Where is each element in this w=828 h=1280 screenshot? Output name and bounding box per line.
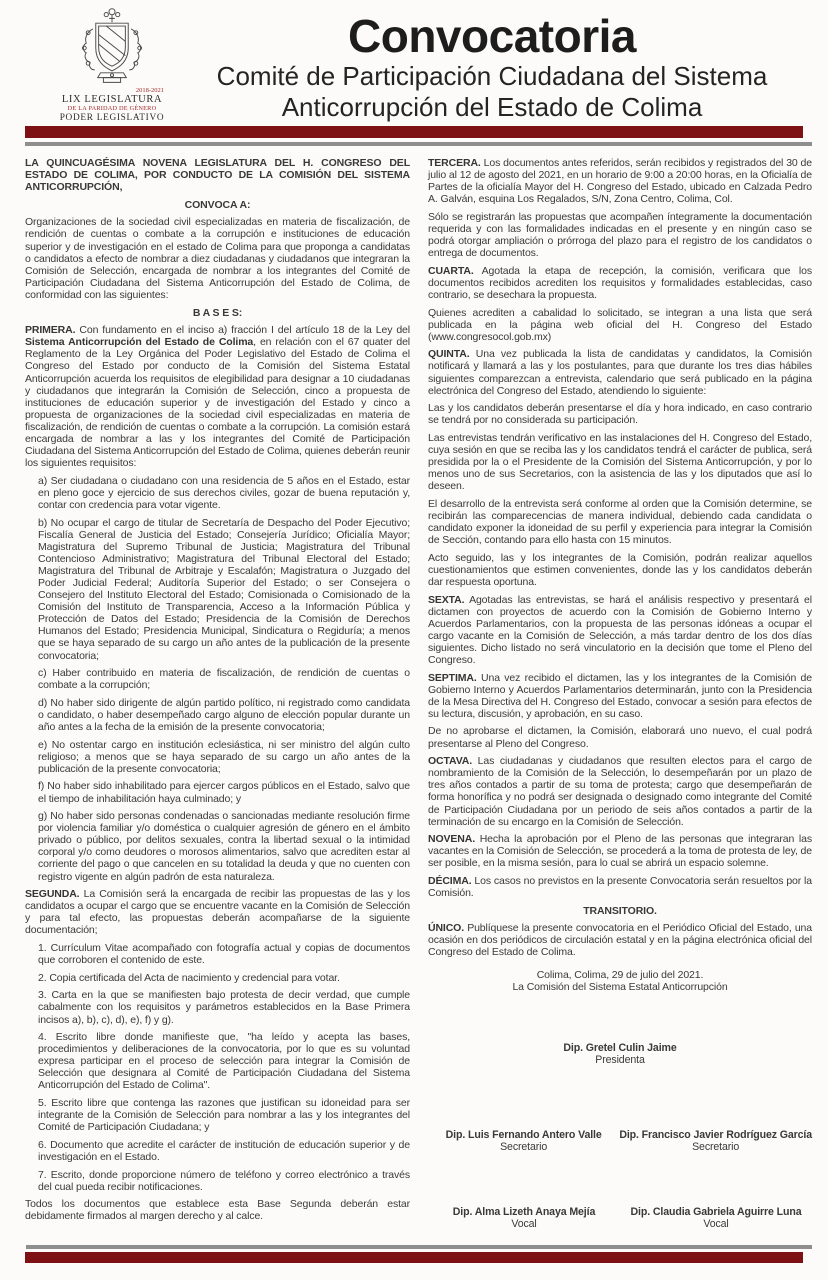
bases-heading: B A S E S: xyxy=(192,306,243,319)
base-decima: DÉCIMA. Los casos no previstos en la presente Convocatoria serán resueltos por la Comisión. xyxy=(428,874,812,900)
coat-of-arms-icon xyxy=(52,6,172,90)
signature-row-vocales xyxy=(428,1206,812,1231)
base-octava: OCTAVA. Las ciudadanas y ciudadanos que resulten electos para el cargo de nombramiento de la Comisión de la Selección, lo desempeñarán por un plazo de tres años contados a partir de su toma de protesta; cargo que desempeñarán de forma honorífica y no podrá ser designada o designado como integrante del Comité de Participación Ciudadana por un periodo de seis años contados a partir de la terminación de su encargo en la Comisión de Selección. xyxy=(428,755,812,828)
lista-paragraph: Quienes acrediten a cabalidad lo solicitado, se integran a una lista que será publicada en la página web oficial del H. Congreso del Estado (www.congresocol.gob.mx) xyxy=(428,306,812,343)
documento-5: 5. Escrito libre que contenga las razones que justifican su idoneidad para ser integrante de la Comisión de Selección para nombrar a las y los integrantes del Comité de Participación Ciudadana; y xyxy=(38,1097,410,1134)
signature-role: Secretario xyxy=(500,1141,548,1154)
title-block xyxy=(180,12,804,121)
base-cuarta: CUARTA. Agotada la etapa de recepción, la comisión, verificara que los documentos recibidos acrediten los requisitos y formalidades establecidas, caso contrario, se desechara la propuesta. xyxy=(428,264,812,301)
base-quinta: QUINTA. Una vez publicada la lista de candidatas y candidatos, la Comisión notificará y llamará a las y los postulantes, para que durante los tres dias hábiles siguientes comparezcan a entrevista, calendario que será publicado en la página electrónica del Congreso del Estado, atendiendo lo siguiente: xyxy=(428,348,812,397)
requisito-g: g) No haber sido personas condenadas o sancionadas mediante resolución firme por violencia familiar y/o doméstica o cualquier agresión de género en el ámbito privado o público, por delitos sexuales, contra la libertad sexual o la intimidad corporal y/o como deudores o morosos alimentarios, salvo que acrediten estar al corriente del pago o que cancelen en su totalidad la deuda y que no cuenten con registro vigente en algún padrón de esta naturaleza. xyxy=(38,810,410,883)
requisito-b: b) No ocupar el cargo de titular de Secretaría de Despacho del Poder Ejecutivo; Fiscalía General de Justicia del Estado; Consejería Jurídico; Oficialía Mayor; Magistratura del Supremo Tribunal de Justicia; Magistratura del Tribunal Contencioso Administrativo; Magistratura del Tribunal Electoral del Estado; Magistratura del Tribunal de Arbitraje y Escalafón; Magistratura o Juzgado del Poder Judicial Federal; Auditoría Superior del Estado; o ser Consejera o Consejero del Instituto Electoral del Estado; Comisionada o Comisionado de la Comisión del Instituto de Transparencia, Acceso a la Información Pública y Protección de Datos del Estado; Presidencia de la Comisión de Derechos Humanos del Estado; Presidencia Municipal, Sindicatura o Regiduría; a menos que se haya separado de su cargo un año antes de la publicación de la presente convocatoria; xyxy=(38,516,410,662)
base-novena: NOVENA. Hecha la aprobación por el Pleno de las personas que integraran las vacantes en la Comisión de Selección, se procederá a la toma de protesta de ley, de ser posible, en la misma sesión, para lo cual se abrirá un espacio solemne. xyxy=(428,833,812,870)
documento-6: 6. Documento que acredite el carácter de institución de educación superior y de investigación en el Estado. xyxy=(38,1138,410,1163)
acto-seguido-paragraph: Acto seguido, las y los integrantes de la Comisión, podrán realizar aquellos cuestionamientos que estimen convenientes, donde las y los candidatos deberán dar respuesta oportuna. xyxy=(428,551,812,588)
logo-poder-line: PODER LEGISLATIVO xyxy=(59,112,165,123)
base-segunda: SEGUNDA. La Comisión será la encargada de recibir las propuestas de las y los candidatos a ocupar el cargo que se encuentre vacante en la Comisión de Selección y para tal efecto, las propuestas deberán acompañarse de la siguiente documentación; xyxy=(25,888,410,937)
header-red-rule xyxy=(25,126,803,138)
convoca-heading: CONVOCA A: xyxy=(184,198,251,211)
documento-4: 4. Escrito libre donde manifieste que, "ha leído y acepta las bases, procedimientos y deliberaciones de la convocatoria, por lo que es su voluntad expresa participar en el proceso de selección para integrar la Comisión de Selección que designara al Comité de Participación Ciudadana del Sistema Anticorrupción del Estado de Colima". xyxy=(38,1031,410,1092)
signature-name: Dip. Gretel Culin Jaime xyxy=(563,1041,677,1054)
documento-7: 7. Escrito, donde proporcione número de teléfono y correo electrónico a través del cual pueda recibir notificaciones. xyxy=(38,1168,410,1193)
base-septima: SEPTIMA. Una vez recibido el dictamen, las y los integrantes de la Comisión de Gobierno Interno y Acuerdos Parlamentarios determinarán, junto con la Presidencia de la Mesa Directiva del H. Congreso del Estado, convocar a sesión para efectos de su lectura, discusión, y aprobación, en su caso. xyxy=(428,671,812,720)
presentarse-paragraph: Las y los candidatos deberán presentarse el día y hora indicado, en caso contrario se tendrá por no considerada su participación. xyxy=(428,402,812,427)
page-subtitle-line2: Anticorrupción del Estado de Colima xyxy=(281,91,703,122)
page-title: Convocatoria xyxy=(348,10,636,62)
registro-paragraph: Sólo se registrarán las propuestas que acompañen íntegramente la documentación requerida y con las formalidades indicadas en el presente y en ningún caso se podrá otorgar ampliación o prórroga del plazo para el registro de los candidatos o entrega de documentos. xyxy=(428,210,812,260)
legislature-statement: LA QUINCUAGÉSIMA NOVENA LEGISLATURA DEL H. CONGRESO DEL ESTADO DE COLIMA, POR CONDUCTO DE LA COMISIÓN DEL SISTEMA ANTICORRUPCIÓN, xyxy=(25,157,410,194)
signature-secretario-1 xyxy=(428,1129,619,1154)
left-column xyxy=(25,157,410,1231)
requisito-d: d) No haber sido dirigente de algún partido político, ni registrado como candidata o candidato, o haber desempeñado cargo alguno de elección popular durante un año antes a la fecha de la emisión de la presente convocatoria; xyxy=(38,696,410,734)
signature-name: Dip. Claudia Gabriela Aguirre Luna xyxy=(630,1205,802,1218)
base-segunda-closing: Todos los documentos que establece esta Base Segunda deberán estar debidamente firmados al margen derecho y al calce. xyxy=(25,1198,410,1223)
footer-gray-rule xyxy=(26,1245,812,1249)
documento-2: 2. Copia certificada del Acta de nacimiento y credencial para votar. xyxy=(38,971,340,984)
signature-vocal-1 xyxy=(428,1206,620,1231)
transitorio-unico: ÚNICO. Publíquese la presente convocatoria en el Periódico Oficial del Estado, una ocasión en dos periódicos de circulación estatal y en la página electrónica oficial del Congreso del Estado de Colima. xyxy=(428,922,812,959)
document-header xyxy=(0,0,828,124)
no-aprobarse-paragraph: De no aprobarse el dictamen, la Comisión, elaborará uno nuevo, el cual podrá presentarse al Pleno del Congreso. xyxy=(428,725,812,750)
documento-1: 1. Currículum Vitae acompañado con fotografía actual y copias de documentos que corroboren el contenido de este. xyxy=(38,942,410,967)
base-primera: PRIMERA. Con fundamento en el inciso a) fracción I del artículo 18 de la Ley del Sistema Anticorrupción del Estado de Colima, en relación con el 67 quater del Reglamento de la Ley Orgánica del Poder Legislativo del Estado de Colima el Congreso del Estado por conducto de la Comisión del Sistema Estatal Anticorrupción acuerda los requisitos de elegibilidad para designar a 10 ciudadanas y ciudadanos que integrarán la Comisión de Selección, cinco a propuesta de instituciones de educación superior y de investigación del Estado y cinco a propuesta de organizaciones de la sociedad civil especializadas en materia de fiscalización, de rendición de cuentas o combate a la corrupción. La comisión estará encargada de nombrar a las y los integrantes del Comité de Participación Ciudadana del Sistema Anticorrupción del Estado de Colima, quienes deberán reunir los siguientes requisitos: xyxy=(25,324,410,470)
requisito-f: f) No haber sido inhabilitado para ejercer cargos públicos en el Estado, salvo que el tiempo de inhabilitación haya culminado; y xyxy=(38,780,410,805)
logo-legislature-name: LIX LEGISLATURA xyxy=(61,94,163,105)
document-body xyxy=(0,146,828,1231)
logo-years: 2018-2021 xyxy=(135,87,164,94)
signature-role: Vocal xyxy=(511,1218,537,1231)
footer-red-rule xyxy=(25,1252,803,1263)
date-line: Colima, Colima, 29 de julio del 2021. xyxy=(536,968,704,981)
signature-presidenta xyxy=(428,1042,812,1067)
requisito-a: a) Ser ciudadana o ciudadano con una residencia de 5 años en el Estado, estar en pleno goce y ejercicio de sus derechos civiles, gozar de buena reputación y, contar con credencia para votar vigente. xyxy=(38,474,410,511)
commission-line: La Comisión del Sistema Estatal Anticorrupción xyxy=(512,981,728,994)
right-column xyxy=(428,157,812,1231)
entrevistas-paragraph: Las entrevistas tendrán verificativo en las instalaciones del H. Congreso del Estado, cuya sesión en que se reciba las y los candidatos tendrá el carácter de publica, será presidida por la o el Presidente de la Comisión del Sistema Anticorrupción, y por lo menos uno de sus Secretarios, con la asistencia de las y los diputados que así lo deseen. xyxy=(428,431,812,493)
signature-name: Dip. Francisco Javier Rodríguez García xyxy=(619,1128,812,1141)
opening-paragraph: Organizaciones de la sociedad civil especializadas en materia de fiscalización, de rendición de cuentas o combate a la corrupción e instituciones de educación superior y de investigación en el estado de Colima para que proponga a candidatas o candidatos a efecto de nombrar a diez ciudadanas y ciudadanos que integraran la Comisión de Selección, encargada de nombrar a los integrantes del Comité de Participación Ciudadana del Sistema Anticorrupción del Estado de Colima, de conformidad con las siguientes: xyxy=(25,216,410,301)
requisito-e: e) No ostentar cargo en institución eclesiástica, ni ser ministro del algún culto religioso; a menos que se haya separado de su cargo un año antes de la publicación de la presente convocatoria; xyxy=(38,738,410,775)
logo-parity-line: DE LA PARIDAD DE GÉNERO xyxy=(67,105,157,112)
requisito-c: c) Haber contribuido en materia de fiscalización, de rendición de cuentas o combate a la corrupción; xyxy=(38,667,410,692)
signature-row-secretarios xyxy=(428,1129,812,1154)
legislature-logo xyxy=(52,6,172,124)
signature-secretario-2 xyxy=(619,1129,812,1154)
desarrollo-paragraph: El desarrollo de la entrevista será conforme al orden que la Comisión determine, se recibirán las comparecencias de manera individual, debiendo cada candidata o candidato exponer la idoneidad de su perfil y experiencia para integrar la Comisión de Sección, contando para ello hasta con 15 minutos. xyxy=(428,497,812,547)
signature-role: Vocal xyxy=(703,1218,729,1231)
base-tercera: TERCERA. Los documentos antes referidos, serán recibidos y registrados del 30 de julio al 12 de agosto del 2021, en un horario de 9:00 a 20:00 horas, en la Oficialía de Partes de la oficialía Mayor del H. Congreso del Estado, ubicado en Calzada Pedro A. Galván, esquina Los Regalados, S/N, Zona Centro, Colima, Col. xyxy=(428,157,812,206)
page-subtitle-line1: Comité de Participación Ciudadana del Sistema xyxy=(216,61,768,91)
signature-vocal-2 xyxy=(620,1206,812,1231)
signature-name: Dip. Luis Fernando Antero Valle xyxy=(445,1128,602,1141)
date-block xyxy=(428,969,812,994)
documento-3: 3. Carta en la que se manifiesten bajo protesta de decir verdad, que cumple cabalmente con los requisitos y parámetros establecidos en la Base Primera incisos a), b), c), d), e), f) y g). xyxy=(38,989,410,1026)
transitorio-heading: TRANSITORIO. xyxy=(583,904,657,917)
signature-name: Dip. Alma Lizeth Anaya Mejía xyxy=(452,1205,596,1218)
signature-role: Presidenta xyxy=(595,1054,645,1067)
signature-role: Secretario xyxy=(692,1141,740,1154)
base-sexta: SEXTA. Agotadas las entrevistas, se hará el análisis respectivo y presentará el dictamen con proyectos de acuerdo con la Comisión de Gobierno Interno y Acuerdos Parlamentarios, con la propuesta de las personas idóneas a ocupar el cargo vacante en la Comisión de Selección, a más tardar dentro de los dos días siguientes. Dicho listado no será vinculatorio en la decisión que tome el Pleno del Congreso. xyxy=(428,593,812,666)
